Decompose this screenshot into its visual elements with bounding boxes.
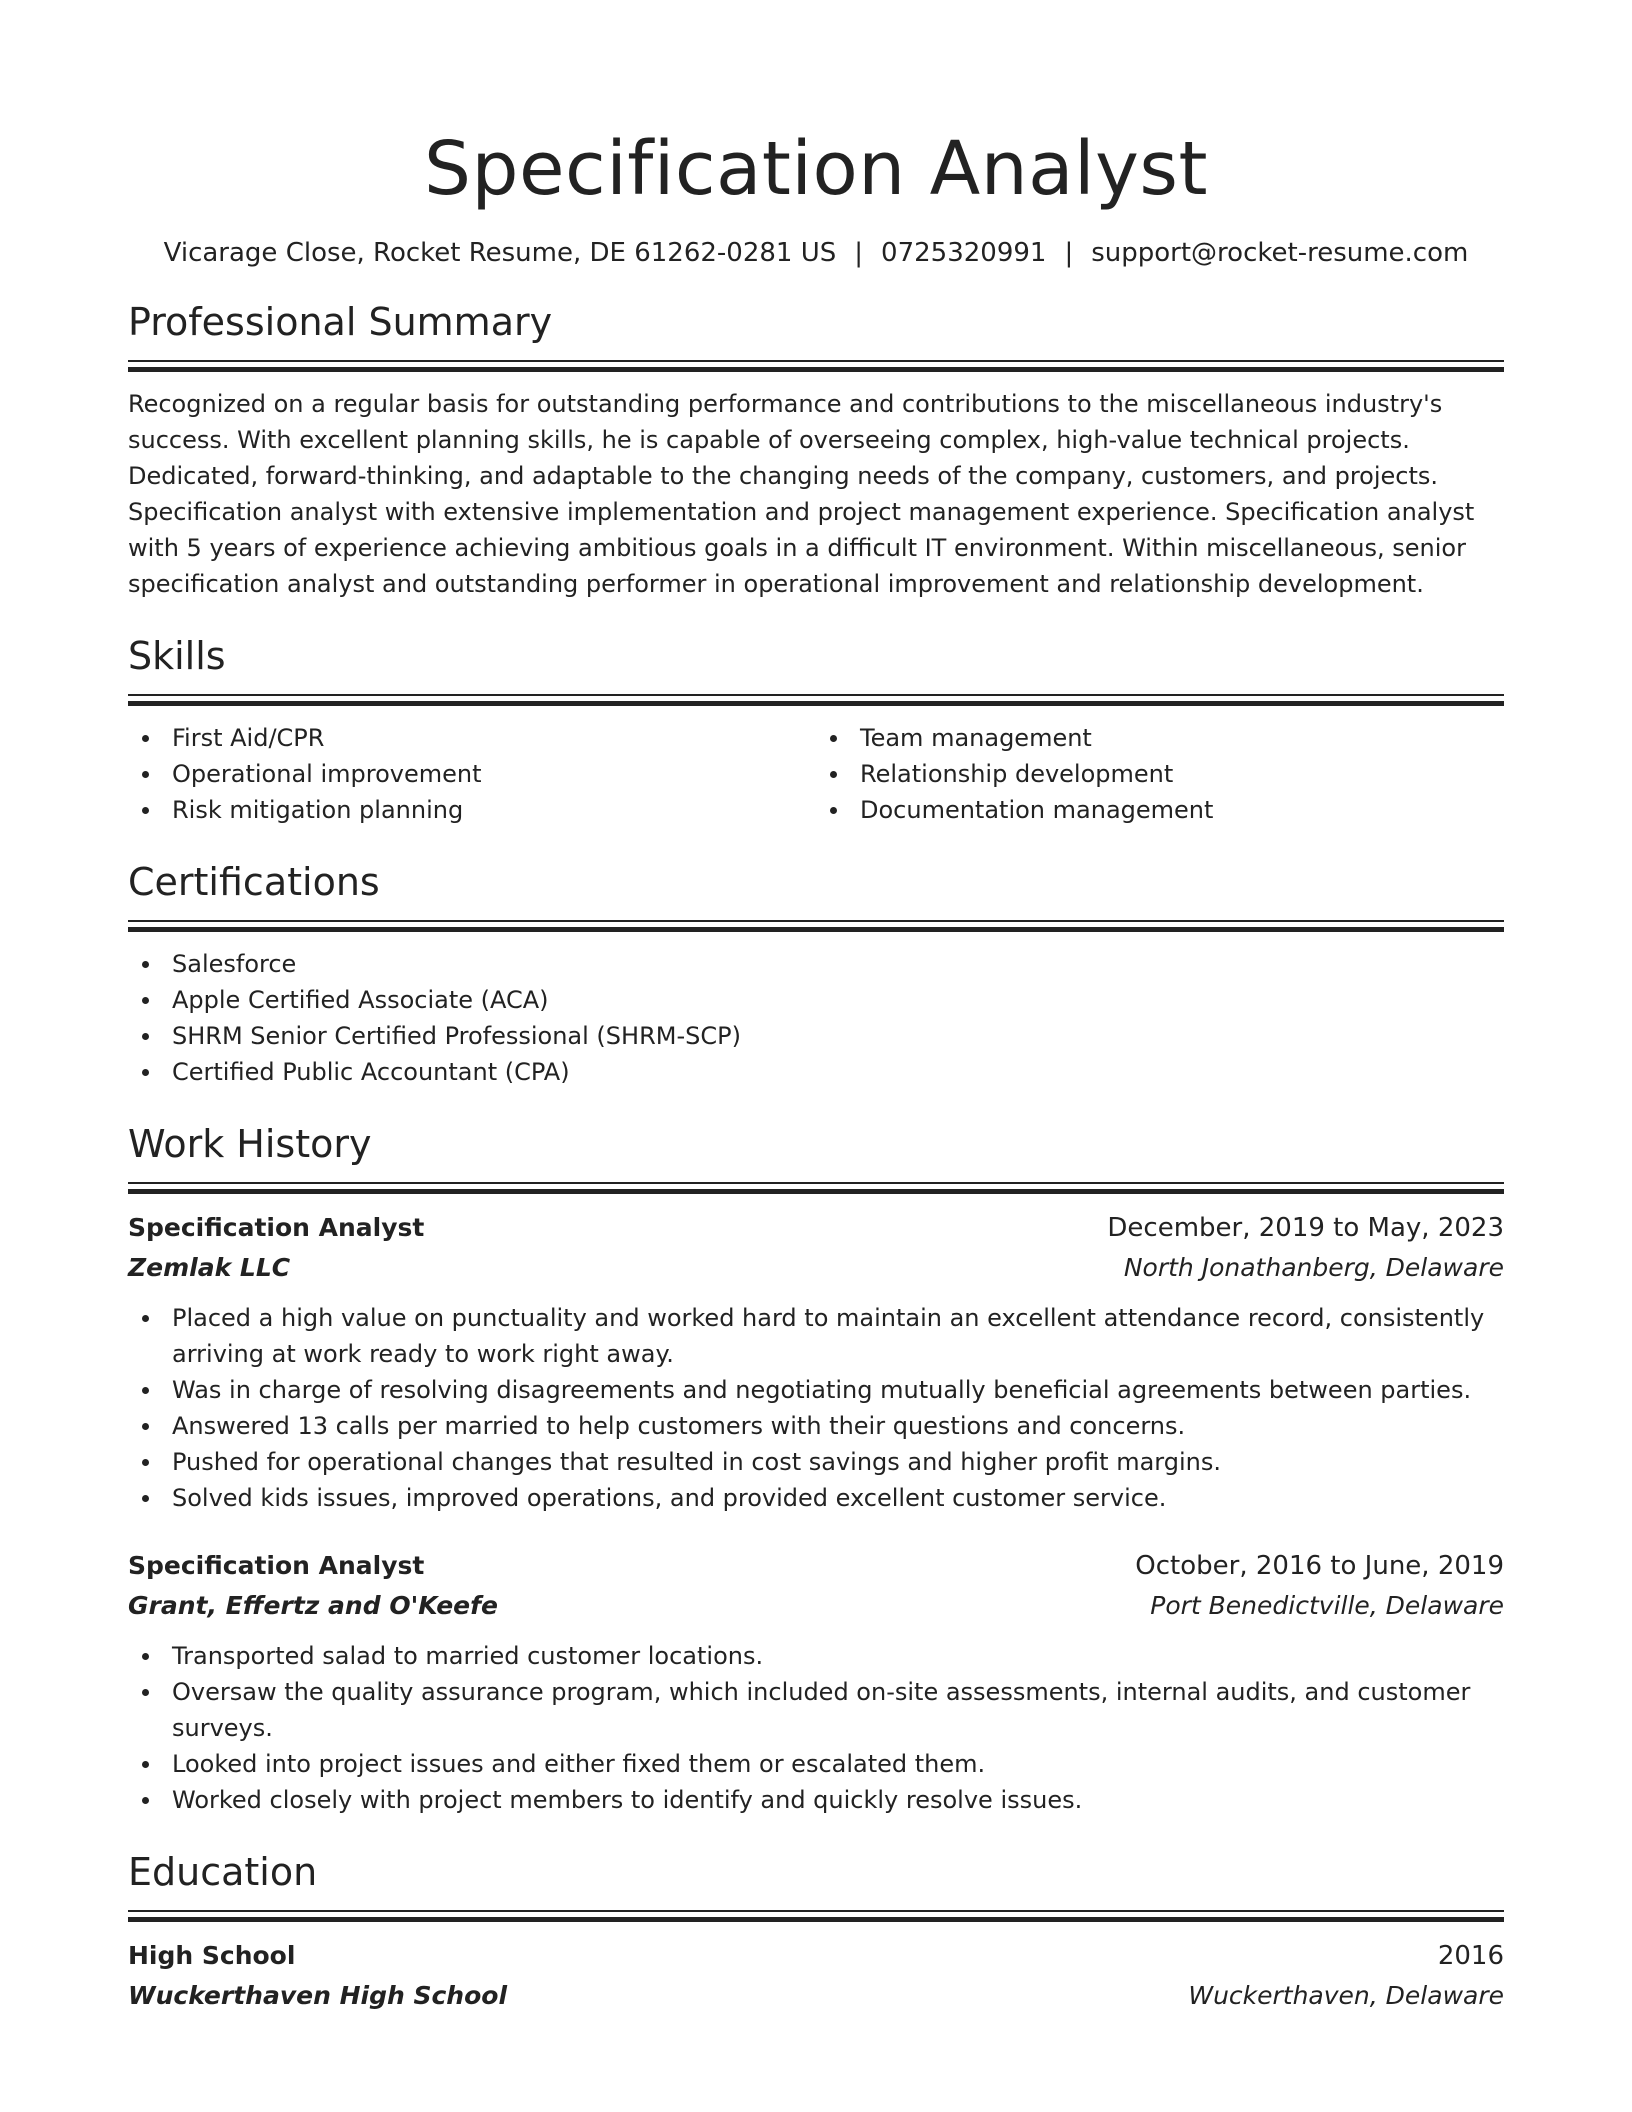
job-location: North Jonathanberg, Delaware — [1123, 1253, 1504, 1282]
job-header-row — [128, 1208, 1504, 1248]
job-role: Specification Analyst — [128, 1213, 425, 1242]
education-location: Wuckerthaven, Delaware — [1188, 1981, 1504, 2010]
skills-section — [128, 632, 1504, 828]
summary-section — [128, 298, 1504, 602]
job-location: Port Benedictville, Delaware — [1150, 1591, 1504, 1620]
certification-item: SHRM Senior Certified Professional (SHRM-SCP) — [128, 1018, 1504, 1054]
job-bullet: Placed a high value on punctuality and worked hard to maintain an excellent attendance record, consistently arriving at work ready to work right away. — [128, 1300, 1504, 1372]
skills-list-left — [128, 720, 816, 828]
skill-item: Operational improvement — [128, 756, 816, 792]
section-divider — [128, 1910, 1504, 1922]
education-section — [128, 1848, 1504, 2016]
job-bullet: Answered 13 calls per married to help customers with their questions and concerns. — [128, 1408, 1504, 1444]
certification-item: Certified Public Accountant (CPA) — [128, 1054, 1504, 1090]
education-degree: High School — [128, 1941, 296, 1970]
summary-heading: Professional Summary — [128, 300, 553, 344]
job-company-row — [128, 1248, 1504, 1288]
contact-separator: | — [854, 238, 864, 268]
job-role: Specification Analyst — [128, 1551, 425, 1580]
job-header-row — [128, 1546, 1504, 1586]
education-year: 2016 — [1437, 1941, 1504, 1971]
education-header-row — [128, 1936, 1504, 1976]
job-company-row — [128, 1586, 1504, 1626]
section-divider — [128, 920, 1504, 932]
resume-title: Specification Analyst — [424, 126, 1208, 212]
job-dates: December, 2019 to May, 2023 — [1107, 1213, 1504, 1243]
skill-item: Relationship development — [816, 756, 1504, 792]
certifications-heading: Certifications — [128, 860, 380, 904]
certifications-list — [128, 946, 1504, 1090]
job-bullet: Looked into project issues and either fixed them or escalated them. — [128, 1746, 1504, 1782]
education-school-row — [128, 1976, 1504, 2016]
skill-item: First Aid/CPR — [128, 720, 816, 756]
job-entry — [128, 1546, 1504, 1818]
skills-heading: Skills — [128, 634, 226, 678]
contact-email: support@rocket-resume.com — [1091, 238, 1469, 268]
section-divider — [128, 360, 1504, 372]
work-heading: Work History — [128, 1122, 372, 1166]
contact-address: Vicarage Close, Rocket Resume, DE 61262-0281 US — [163, 238, 837, 268]
job-company: Zemlak LLC — [128, 1253, 291, 1282]
job-dates: October, 2016 to June, 2019 — [1135, 1551, 1504, 1581]
job-bullet: Pushed for operational changes that resulted in cost savings and higher profit margins. — [128, 1444, 1504, 1480]
job-bullet: Oversaw the quality assurance program, which included on-site assessments, internal audits, and customer surveys. — [128, 1674, 1504, 1746]
skill-item: Risk mitigation planning — [128, 792, 816, 828]
job-bullet: Worked closely with project members to identify and quickly resolve issues. — [128, 1782, 1504, 1818]
section-divider — [128, 694, 1504, 706]
job-bullets — [128, 1300, 1504, 1516]
summary-text: Recognized on a regular basis for outstanding performance and contributions to the miscellaneous industry's success. With excellent planning skills, he is capable of overseeing complex, high-value technical projects. Dedicated, forward-thinking, and adaptable to the changing needs of the company, customers, and projects. Specification analyst with extensive implementation and project management experience. Specification analyst with 5 years of experience achieving ambitious goals in a difficult IT environment. Within miscellaneous, senior specification analyst and outstanding performer in operational improvement and relationship development. — [128, 390, 1475, 598]
job-entry — [128, 1208, 1504, 1516]
job-bullet: Transported salad to married customer locations. — [128, 1638, 1504, 1674]
certification-item: Salesforce — [128, 946, 1504, 982]
education-heading: Education — [128, 1850, 318, 1894]
skills-grid — [128, 706, 1504, 828]
education-school: Wuckerthaven High School — [128, 1981, 508, 2010]
contact-separator: | — [1064, 238, 1074, 268]
skill-item: Team management — [816, 720, 1504, 756]
skill-item: Documentation management — [816, 792, 1504, 828]
job-bullet: Solved kids issues, improved operations, and provided excellent customer service. — [128, 1480, 1504, 1516]
contact-phone: 0725320991 — [881, 238, 1047, 268]
section-divider — [128, 1182, 1504, 1194]
work-section — [128, 1120, 1504, 1818]
job-bullet: Was in charge of resolving disagreements and negotiating mutually beneficial agreements between parties. — [128, 1372, 1504, 1408]
skills-list-right — [816, 720, 1504, 828]
resume-content — [128, 0, 1504, 2016]
certification-item: Apple Certified Associate (ACA) — [128, 982, 1504, 1018]
education-entry — [128, 1936, 1504, 2016]
job-company: Grant, Effertz and O'Keefe — [128, 1591, 498, 1620]
job-bullets — [128, 1638, 1504, 1818]
certifications-section — [128, 858, 1504, 1090]
contact-line — [128, 236, 1504, 270]
